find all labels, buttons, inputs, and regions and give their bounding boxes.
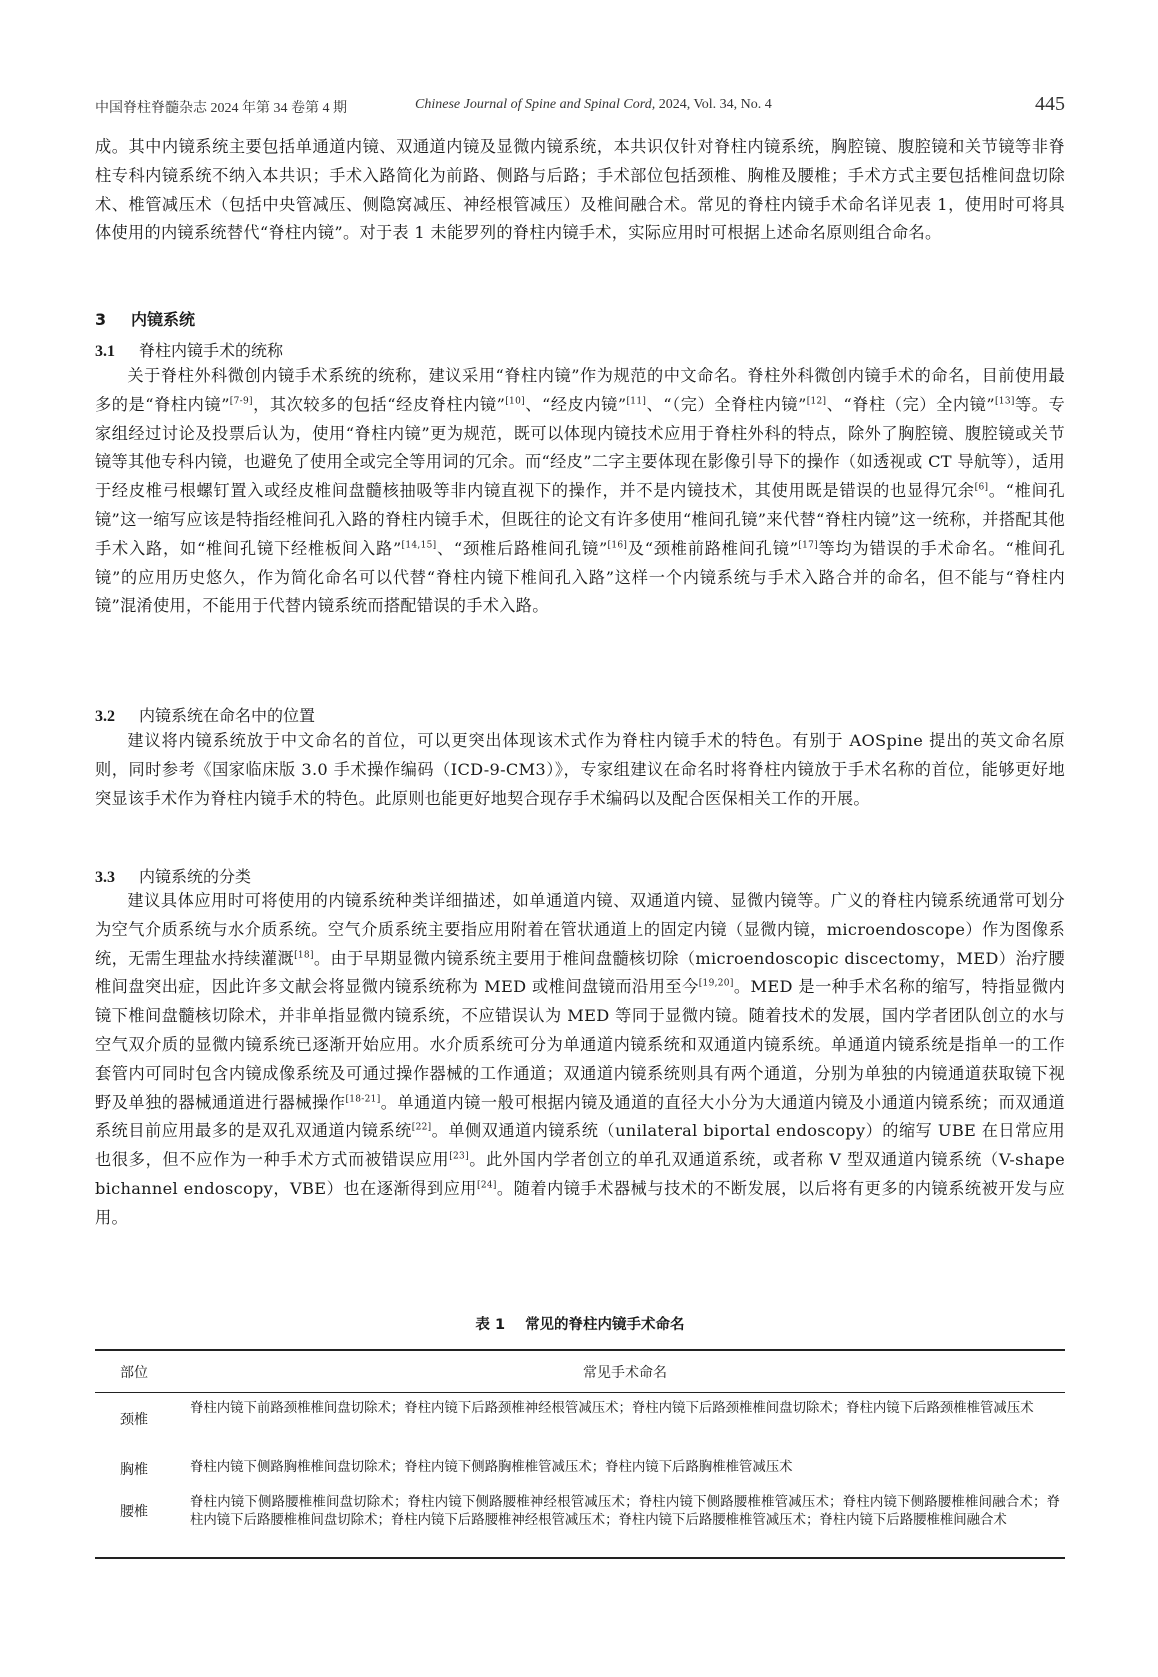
- text-run: 等均为错误的手术命名。“椎间孔镜”的应用历史悠久，作为简化命名可以代替“脊柱内镜下椎间孔入路”这样一个内镜系统与手术入路合并的命名，但不能与“脊柱内镜”混淆使用，不能用于代替内镜系统而搭配错误的手术入路。: [95, 538, 1066, 616]
- section-3-1-body: [95, 362, 1065, 621]
- citation[interactable]: [13]: [994, 396, 1015, 407]
- text-run: 。单通道内镜一般可根据内镜及通道的直径大小分为大通道内镜及小通道内镜系统；而双通道系统目前应用最多的是双孔双通道内镜系统: [95, 1092, 1066, 1141]
- section-3-3-body: [95, 887, 1065, 1233]
- text-run: 。此外国内学者创立的单孔双通道系统，或者称 V 型双通道内镜系统（V-shape bichannel endoscopy，VBE）也在逐渐得到应用: [95, 1150, 1065, 1198]
- text-run: 。“椎间孔镜”这一缩写应该是特指经椎间孔入路的脊柱内镜手术，但既往的论文有许多使用“椎间孔镜”来代替“脊柱内镜”这一统称，并搭配其他手术入路，如“椎间孔镜下经椎板间入路”: [95, 481, 1065, 558]
- section-3-3-number: 3.3: [95, 869, 115, 886]
- section-3-number: 3: [95, 310, 107, 329]
- running-header: [95, 93, 1065, 117]
- citation[interactable]: [18]: [294, 950, 314, 961]
- section-3-2-heading: [95, 703, 315, 726]
- citation[interactable]: [12]: [806, 396, 827, 407]
- citation[interactable]: [11]: [626, 396, 647, 407]
- table-row-site: 胸椎: [120, 1462, 148, 1478]
- text-run: 。单侧双通道内镜系统（unilateral biportal endoscopy）的缩写 UBE 在日常应用也很多，但不应作为一种手术方式而被错误应用: [95, 1121, 1065, 1170]
- section-3-heading: [95, 307, 195, 330]
- section-3-2-number: 3.2: [95, 708, 115, 725]
- intro-block: [95, 133, 1065, 248]
- citation[interactable]: [17]: [798, 540, 819, 551]
- section-3-1-title: 脊柱内镜手术的统称: [139, 341, 284, 360]
- section-3-2-title: 内镜系统在命名中的位置: [139, 706, 316, 725]
- section-3-1-paragraph: [95, 362, 1065, 621]
- citation[interactable]: [7-9]: [229, 396, 253, 407]
- journal-name-en-title: Chinese Journal of Spine and Spinal Cord,: [415, 97, 656, 112]
- citation[interactable]: [10]: [505, 396, 525, 407]
- page-number: 445: [1035, 93, 1065, 115]
- table-1-label: 表 1: [475, 1317, 506, 1333]
- citation[interactable]: [6]: [974, 482, 989, 493]
- table-row-site: 颈椎: [120, 1412, 148, 1428]
- table-row-site: 腰椎: [120, 1504, 148, 1520]
- table-1-caption: [95, 1313, 1065, 1334]
- citation[interactable]: [16]: [607, 540, 628, 551]
- section-3-2-body: [95, 727, 1065, 813]
- section-3-3-title: 内镜系统的分类: [139, 867, 252, 886]
- text-run: 、“脊柱（完）全内镜”: [826, 394, 995, 414]
- text-run: 。随着内镜手术器械与技术的不断发展，以后将有更多的内镜系统被开发与应用。: [95, 1178, 1065, 1227]
- journal-name-cn: 中国脊柱脊髓杂志 2024 年第 34 卷第 4 期: [95, 101, 347, 116]
- citation[interactable]: [22]: [411, 1122, 432, 1133]
- section-3-3-heading: [95, 864, 251, 887]
- text-run: ，其次较多的包括“经皮脊柱内镜”: [252, 394, 506, 414]
- table-1-title: 常见的脊柱内镜手术命名: [525, 1317, 685, 1333]
- table-header-site: 部位: [120, 1365, 148, 1381]
- citation[interactable]: [19,20]: [698, 979, 734, 989]
- table-top-rule: [95, 1349, 1065, 1351]
- section-3-title: 内镜系统: [131, 310, 196, 329]
- text-run: 建议具体应用时可将使用的内镜系统种类详细描述，如单通道内镜、双通道内镜、显微内镜等。广义的脊柱内镜系统通常可划分为空气介质系统与水介质系统。空气介质系统主要指应用附着在管状通道上的固定内镜（显微内镜，microendoscope）作为图像系统，无需生理盐水持续灌溉: [95, 891, 1065, 968]
- citation[interactable]: [18-21]: [345, 1094, 381, 1105]
- table-bottom-rule: [95, 1557, 1065, 1559]
- text-run: 。由于早期显微内镜系统主要用于椎间盘髓核切除（microendoscopic discectomy，MED）治疗腰椎间盘突出症，因此许多文献会将显微内镜系统称为 MED 或椎间盘镜而沿用至今: [95, 948, 1065, 997]
- citation[interactable]: [14,15]: [401, 540, 437, 551]
- section-3-1-heading: [95, 338, 283, 361]
- text-run: 、“（完）全脊柱内镜”: [646, 394, 807, 414]
- citation[interactable]: [23]: [449, 1151, 469, 1162]
- text-run: 、“颈椎后路椎间孔镜”: [436, 538, 608, 558]
- table-row-names: 脊柱内镜下前路颈椎椎间盘切除术；脊柱内镜下后路颈椎神经根管减压术；脊柱内镜下后路颈椎椎间盘切除术；脊柱内镜下后路颈椎椎管减压术: [190, 1401, 1034, 1416]
- table-header-rule: [95, 1392, 1065, 1393]
- text-run: 。MED 是一种手术名称的缩写，特指显微内镜下椎间盘髓核切除术，并非单指显微内镜系统，不应错误认为 MED 等同于显微内镜。随着技术的发展，国内学者团队创立的水与空气双介质的显微内镜系统已逐渐开始应用。水介质系统可分为单通道内镜系统和双通道内镜系统。单通道内镜系统是指单一的工作套管内可同时包含内镜成像系统及可通过操作器械的工作通道；双通道内镜系统则具有两个通道，分别为单独的内镜通道获取镜下视野及单独的器械通道进行器械操作: [95, 977, 1065, 1112]
- intro-paragraph: 成。其中内镜系统主要包括单通道内镜、双通道内镜及显微内镜系统，本共识仅针对脊柱内镜系统，胸腔镜、腹腔镜和关节镜等非脊柱专科内镜系统不纳入本共识；手术入路简化为前路、侧路与后路；手术部位包括颈椎、胸椎及腰椎；手术方式主要包括椎间盘切除术、椎管减压术（包括中央管减压、侧隐窝减压、神经根管减压）及椎间融合术。常见的脊柱内镜手术命名详见表 1，使用时可将具体使用的内镜系统替代“脊柱内镜”。对于表 1 未能罗列的脊柱内镜手术，实际应用时可根据上述命名原则组合命名。: [95, 137, 1065, 243]
- section-3-3-paragraph: [95, 887, 1065, 1233]
- table-row-names: 脊柱内镜下侧路胸椎椎间盘切除术；脊柱内镜下侧路胸椎椎管减压术；脊柱内镜下后路胸椎椎管减压术: [190, 1460, 793, 1475]
- table-header-names: 常见手术命名: [583, 1365, 667, 1381]
- text-run: 关于脊柱外科微创内镜手术系统的统称，建议采用“脊柱内镜”作为规范的中文命名。脊柱外科微创内镜手术的命名，目前使用最多的是“脊柱内镜”: [95, 366, 1065, 414]
- text-run: 、“经皮内镜”: [524, 394, 627, 414]
- text-run: 等。专家组经过讨论及投票后认为，使用“脊柱内镜”更为规范，既可以体现内镜技术应用于脊柱外科的特点，除外了胸腔镜、腹腔镜或关节镜等其他专科内镜，也避免了使用全或完全等用词的冗余。而“经皮”二字主要体现在影像引导下的操作（如透视或 CT 导航等），适用于经皮椎弓根螺钉置入或经皮椎间盘髓核抽吸等非内镜直视下的操作，并不是内镜技术，其使用既是错误的也显得冗余: [95, 394, 1065, 501]
- text-run: 及“颈椎前路椎间孔镜”: [627, 538, 799, 558]
- section-3-2-paragraph: 建议将内镜系统放于中文命名的首位，可以更突出体现该术式作为脊柱内镜手术的特色。有别于 AOSpine 提出的英文命名原则，同时参考《国家临床版 3.0 手术操作编码（ICD-9-CM3）》，专家组建议在命名时将脊柱内镜放于手术名称的首位，能够更好地突显该手术作为脊柱内镜手术的特色。此原则也能更好地契合现存手术编码以及配合医保相关工作的开展。: [95, 731, 1065, 808]
- journal-issue-en: 2024, Vol. 34, No. 4: [655, 97, 772, 112]
- citation[interactable]: [24]: [477, 1180, 497, 1191]
- section-3-1-number: 3.1: [95, 343, 115, 360]
- table-row-names: 脊柱内镜下侧路腰椎椎间盘切除术；脊柱内镜下侧路腰椎神经根管减压术；脊柱内镜下侧路腰椎椎管减压术；脊柱内镜下侧路腰椎椎间融合术；脊柱内镜下后路腰椎椎间盘切除术；脊柱内镜下后路腰椎神经根管减压术；脊柱内镜下后路腰椎椎管减压术；脊柱内镜下后路腰椎椎间融合术: [190, 1495, 1060, 1528]
- journal-name-en: [415, 97, 772, 113]
